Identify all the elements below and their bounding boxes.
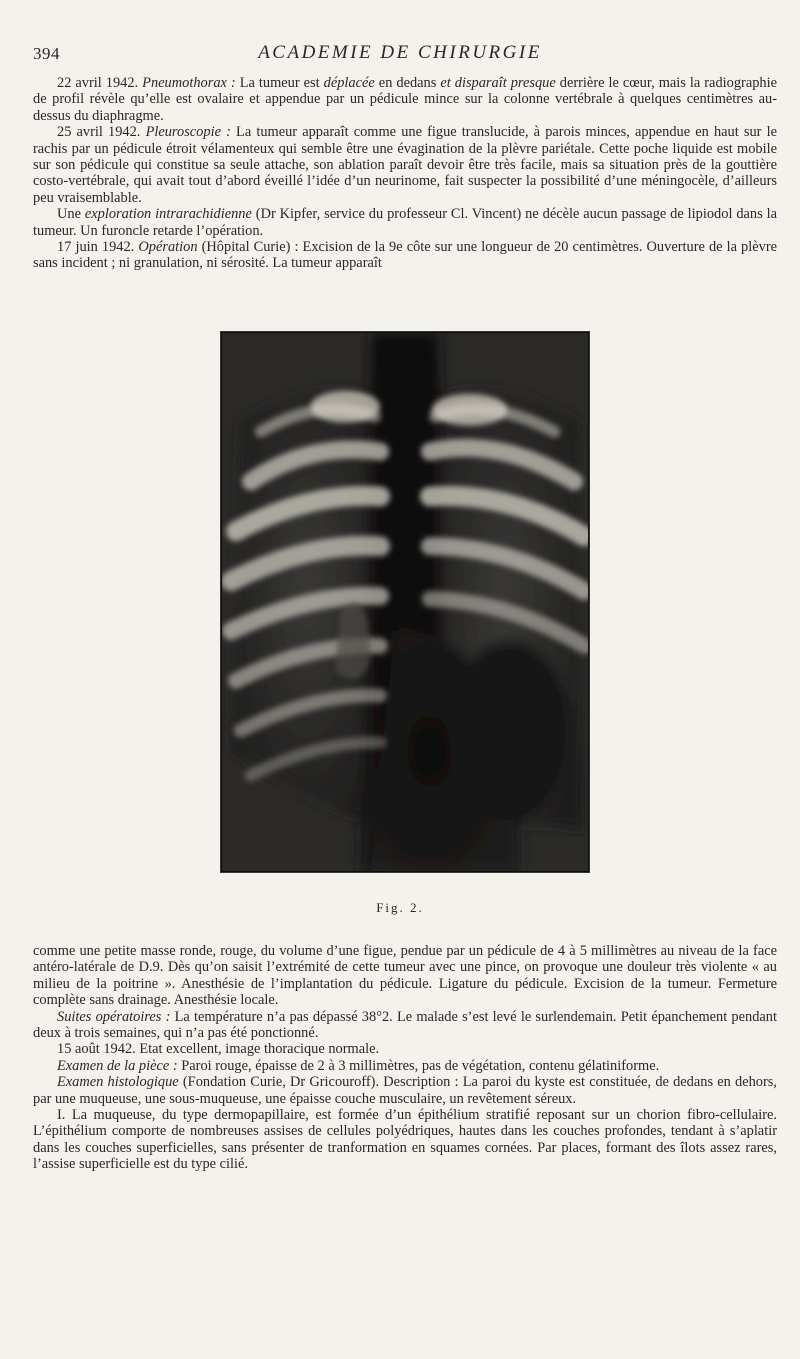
paragraph-examen-piece: Examen de la pièce : Paroi rouge, épaisse de 2 à 3 millimètres, pas de végétation, contenu gélatiniforme.: [57, 1057, 660, 1074]
paragraph-examen-histologique: Examen histologique (Fondation Curie, Dr Gricouroff). Description : La paroi du kyste est constituée, de dedans en dehors, par une muqueuse, une sous-muqueuse, une épaisse couche musculaire, un revêtement séreux.: [33, 1074, 777, 1107]
entry-label: Examen histologique: [57, 1074, 179, 1091]
entry-label: Opération: [138, 239, 198, 256]
entry-date: 25 avril 1942.: [57, 124, 141, 141]
chest-radiograph-image: [221, 332, 589, 872]
entry-label: Examen de la pièce :: [57, 1057, 178, 1074]
paragraph-muqueuse: I. La muqueuse, du type dermopapillaire, est formée d’un épithélium stratifié reposant sur un chorion fibro-cellulaire. L’épithélium comporte de nombreuses assises de cellules polyédriques, hautes dans les couches profondes, tendant à s’aplatir dans les couches superficielles, sans présenter de tranformation en squames cornées. Par places, formant des îlots assez rares, l’assise superficielle est du type cilié.: [33, 1107, 777, 1173]
page-number: 394: [33, 44, 60, 63]
paragraph-suites: Suites opératoires : La température n’a pas dépassé 38°2. Le malade s’est levé le surlendemain. Petit épanchement pendant deux à trois semaines, qui n’a pas été ponctionné.: [33, 1008, 777, 1042]
paragraph-pneumothorax: 22 avril 1942. Pneumothorax : La tumeur est déplacée en dedans et disparaît presque derrière le cœur, mais la radiographie de profil révèle qu’elle est ovalaire et appendue par un pédicule mince sur la colonne vertébrale à quelques centimètres au-dessus du diaphragme.: [33, 75, 777, 124]
paragraph-continuation: comme une petite masse ronde, rouge, du volume d’une figue, pendue par un pédicule de 4 à 5 millimètres au niveau de la face antéro-latérale de D.9. Dès qu’on saisit l’extrémité de cette tumeur avec une pince, on provoque une douleur très violente « au milieu de la poitrine ». Anesthésie de l’implantation du pédicule. Ligature du pédicule. Excision de la tumeur. Fermeture complète sans drainage. Anesthésie locale.: [33, 943, 777, 1009]
paragraph-pleuroscopie: 25 avril 1942. Pleuroscopie : La tumeur apparaît comme une figue translucide, à parois minces, appendue en haut sur le rachis par un pédicule étroit vélamenteux qui semble être une évagination de la plèvre pariétale. Cette poche liquide est mobile sur son pédicule qui constitue sa seule attache, son ablation paraît devoir être très facile, mais sa situation près de la gouttière costo-vertébrale, qui avait tout d’abord éveillé l’idée d’un neurinome, fait suspecter la possibilité d’une méningocèle, d’ailleurs peu vraisemblable.: [33, 124, 777, 206]
entry-label: Pleuroscopie :: [145, 124, 231, 141]
entry-label: Suites opératoires :: [57, 1008, 171, 1025]
page-header: [33, 42, 767, 68]
paragraph-15-aout: 15 août 1942. Etat excellent, image thoracique normale.: [57, 1041, 380, 1058]
entry-label: exploration intrarachidienne: [84, 206, 252, 223]
entry-date: 17 juin 1942.: [57, 239, 135, 256]
running-title: ACADEMIE DE CHIRURGIE: [258, 42, 542, 63]
figure-caption: Fig. 2.: [376, 900, 424, 915]
paragraph-operation: 17 juin 1942. Opération (Hôpital Curie) : Excision de la 9e côte sur une longueur de 20 centimètres. Ouverture de la plèvre sans incident ; ni granulation, ni sérosité. La tumeur apparaît: [33, 239, 778, 272]
paragraph-exploration: Une exploration intrarachidienne (Dr Kipfer, service du professeur Cl. Vincent) ne décèle aucun passage de lipiodol dans la tumeur. Un furoncle retarde l’opération.: [33, 206, 778, 239]
bottom-text-block: [33, 943, 777, 1173]
entry-date: 22 avril 1942.: [57, 75, 139, 91]
entry-label: Pneumothorax :: [142, 75, 236, 91]
chest-radiograph-figure: [220, 331, 590, 873]
top-text-block: [33, 75, 777, 272]
